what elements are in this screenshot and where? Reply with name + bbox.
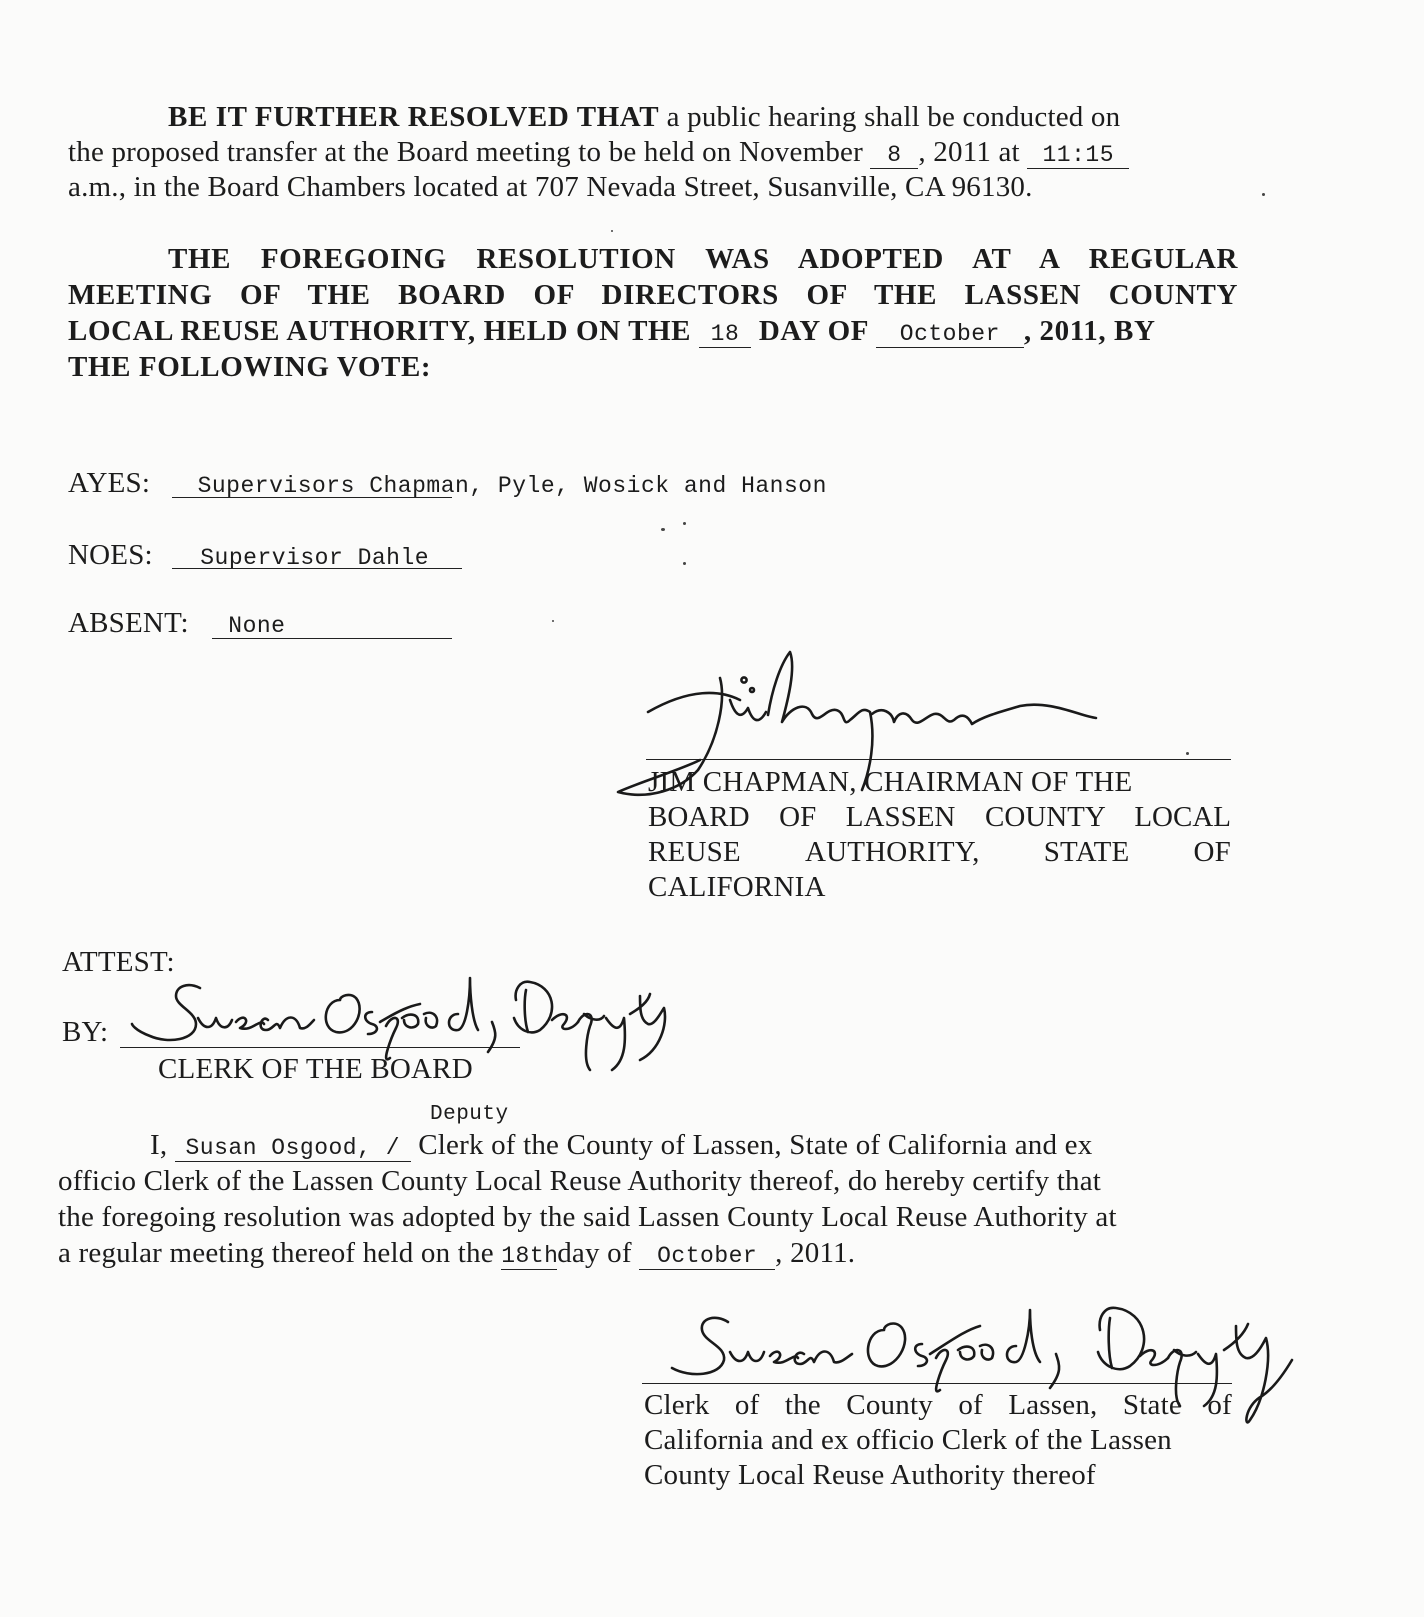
chairman-title-line-1: JIM CHAPMAN, CHAIRMAN OF THE — [648, 766, 1133, 798]
chairman-title-line-4: CALIFORNIA — [648, 871, 826, 903]
certification-line-1: I, Susan Osgood, / Clerk of the County of Lassen, State of California and ex — [150, 1129, 1093, 1161]
ayes-label: AYES: — [68, 467, 151, 499]
absent-value: None — [228, 613, 286, 639]
certification-line-4: a regular meeting thereof held on the 18thday of October , 2011. — [58, 1237, 856, 1269]
absent-label: ABSENT: — [68, 607, 189, 639]
adopted-heading-line-2: MEETING OF THE BOARD OF DIRECTORS OF THE LASSEN COUNTY — [68, 279, 1238, 311]
adopted-heading-line-1: THE FOREGOING RESOLUTION WAS ADOPTED AT A REGULAR — [168, 243, 1238, 275]
adopted-month-field: October — [876, 321, 1024, 348]
scan-speck — [661, 528, 665, 531]
certification-line-3: the foregoing resolution was adopted by the said Lassen County Local Reuse Authority at — [58, 1201, 1117, 1233]
adopted-heading-line-4: THE FOLLOWING VOTE: — [68, 351, 432, 383]
chairman-title-line-2: BOARD OF LASSEN COUNTY LOCAL — [648, 801, 1231, 833]
hearing-time-field: 11:15 — [1027, 142, 1129, 169]
chairman-title-line-3: REUSE AUTHORITY, STATE OF — [648, 836, 1231, 868]
hearing-day-field: 8 — [870, 142, 918, 169]
by-label: BY: — [62, 1016, 109, 1048]
scan-speck — [1262, 193, 1265, 196]
clerk-of-board-label: CLERK OF THE BOARD — [158, 1053, 473, 1085]
certified-month-field: October — [639, 1243, 775, 1270]
chairman-signature — [618, 652, 1096, 795]
clerk-signature — [672, 1308, 1292, 1423]
certifier-name-field: Susan Osgood, / — [175, 1135, 411, 1162]
certification-line-2: officio Clerk of the Lassen County Local Reuse Authority thereof, do hereby certify that — [58, 1165, 1102, 1197]
ayes-value: Supervisors Chapman, Pyle, Wosick and Hanson — [197, 473, 827, 499]
noes-value: Supervisor Dahle — [200, 545, 430, 571]
noes-label: NOES: — [68, 539, 153, 571]
scan-speck — [683, 522, 686, 525]
clerk-title-line-2: California and ex officio Clerk of the Lassen — [644, 1424, 1172, 1456]
hearing-paragraph-line-3: a.m., in the Board Chambers located at 707 Nevada Street, Susanville, CA 96130. — [68, 171, 1033, 203]
hearing-paragraph-line-2: the proposed transfer at the Board meeting to be held on November 8 , 2011 at 11:15 — [68, 135, 1129, 169]
deputy-typed-label: Deputy — [430, 1103, 509, 1126]
attest-label: ATTEST: — [62, 946, 175, 978]
hearing-paragraph-line-1: BE IT FURTHER RESOLVED THAT a public hearing shall be conducted on — [168, 101, 1121, 133]
scan-speck — [1186, 752, 1189, 755]
adopted-day-field: 18 — [699, 321, 751, 348]
certified-day-field: 18th — [501, 1243, 559, 1269]
adopted-heading-line-3: LOCAL REUSE AUTHORITY, HELD ON THE 18 DAY OF October , 2011, BY — [68, 315, 1156, 347]
attest-signature — [132, 978, 665, 1070]
clerk-title-line-3: County Local Reuse Authority thereof — [644, 1459, 1096, 1491]
scan-speck — [611, 230, 613, 232]
clerk-title-line-1: Clerk of the County of Lassen, State of — [644, 1389, 1232, 1421]
resolved-lead: BE IT FURTHER RESOLVED THAT — [168, 101, 660, 133]
scan-speck — [552, 620, 554, 622]
scan-speck — [683, 562, 686, 565]
